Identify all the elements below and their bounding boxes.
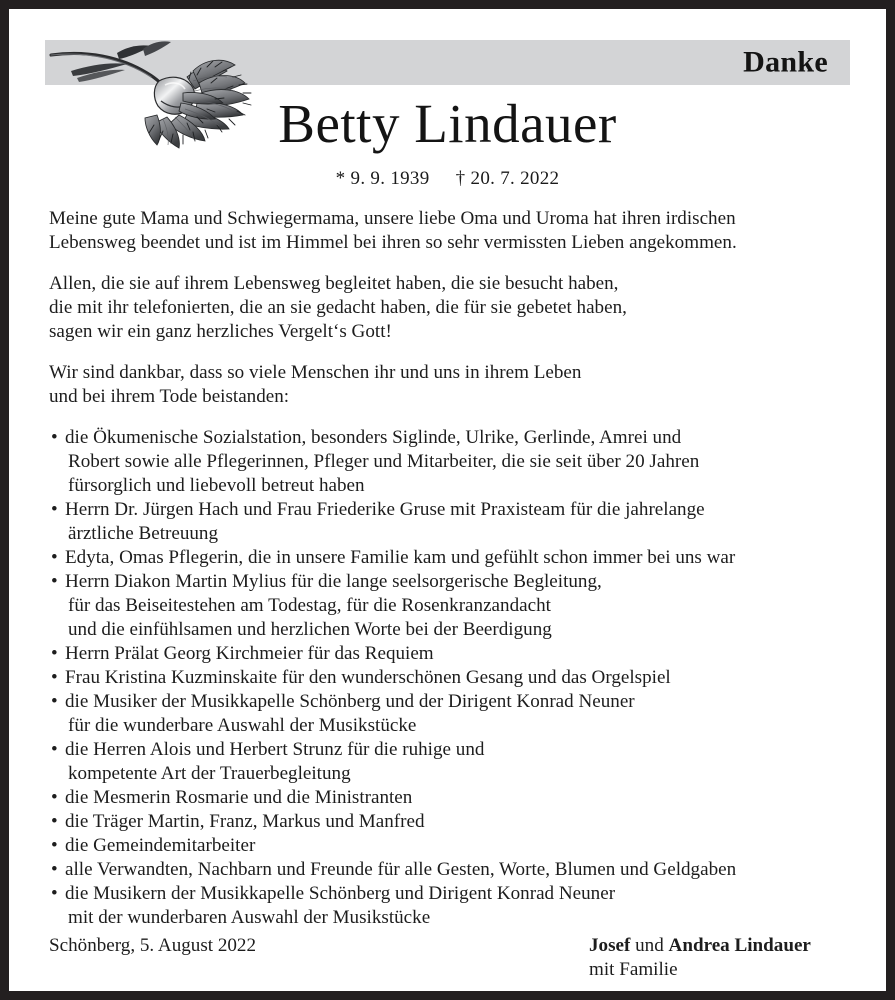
header-band — [45, 40, 850, 85]
paragraph-intro — [49, 207, 856, 255]
text-line: Frau Kristina Kuzminskaite für den wunderschönen Gesang und das Orgelspiel — [65, 667, 671, 688]
survivors-signature — [589, 934, 811, 982]
bullet-icon: • — [51, 835, 58, 856]
text-line: die mit ihr telefonierten, die an sie gedacht haben, die für sie gebetet haben, — [49, 297, 627, 318]
text-line: und bei ihrem Tode beistanden: — [49, 386, 290, 407]
bullet-icon: • — [51, 547, 58, 568]
memorial-notice-page — [9, 9, 886, 991]
bullet-icon: • — [51, 859, 58, 880]
text-line: die Träger Martin, Franz, Markus und Manfred — [65, 811, 425, 832]
list-item — [49, 834, 856, 858]
list-item — [49, 642, 856, 666]
list-item — [49, 690, 856, 738]
danke-heading: Danke — [743, 44, 828, 78]
text-line: sagen wir ein ganz herzliches Vergelt‘s Gott! — [49, 321, 392, 342]
death-date: 20. 7. 2022 — [470, 168, 560, 189]
list-item — [49, 546, 856, 570]
text-line: die Musiker der Musikkapelle Schönberg und der Dirigent Konrad Neuner — [65, 691, 635, 712]
text-line: Herrn Dr. Jürgen Hach und Frau Friederike Gruse mit Praxisteam für die jahrelange — [65, 499, 705, 520]
text-line: mit der wunderbaren Auswahl der Musikstücke — [68, 907, 431, 928]
list-item — [49, 786, 856, 810]
list-item — [49, 666, 856, 690]
bullet-icon: • — [51, 883, 58, 904]
bullet-icon: • — [51, 667, 58, 688]
bullet-icon: • — [51, 427, 58, 448]
text-line: fürsorglich und liebevoll betreut haben — [68, 475, 365, 496]
bullet-icon: • — [51, 499, 58, 520]
text-line: die Ökumenische Sozialstation, besonders Siglinde, Ulrike, Gerlinde, Amrei und — [65, 427, 682, 448]
text-line: die Gemeindemitarbeiter — [65, 835, 256, 856]
text-line: Herrn Prälat Georg Kirchmeier für das Requiem — [65, 643, 434, 664]
birth-symbol: * — [335, 168, 346, 189]
text-line: kompetente Art der Trauerbegleitung — [68, 763, 351, 784]
text-line: alle Verwandten, Nachbarn und Freunde für alle Gesten, Worte, Blumen und Geldgaben — [65, 859, 737, 880]
text-line: ärztliche Betreuung — [68, 523, 219, 544]
text-line: für das Beiseitestehen am Todestag, für die Rosenkranzandacht — [68, 595, 551, 616]
text-line: für die wunderbare Auswahl der Musikstücke — [68, 715, 417, 736]
bullet-icon: • — [51, 739, 58, 760]
text-line: Lebensweg beendet und ist im Himmel bei ihren so sehr vermissten Lieben angekommen. — [49, 232, 737, 253]
list-item — [49, 570, 856, 642]
place-and-date: Schönberg, 5. August 2022 — [49, 935, 257, 956]
text-line: die Herren Alois und Herbert Strunz für die ruhige und — [65, 739, 485, 760]
bullet-icon: • — [51, 691, 58, 712]
text-line: Wir sind dankbar, dass so viele Menschen ihr und uns in ihrem Leben — [49, 362, 582, 383]
text-line: und die einfühlsamen und herzlichen Worte bei der Beerdigung — [68, 619, 552, 640]
bullet-icon: • — [51, 571, 58, 592]
text-line: Meine gute Mama und Schwiegermama, unsere liebe Oma und Uroma hat ihren irdischen — [49, 208, 736, 229]
text-line: Edyta, Omas Pflegerin, die in unsere Familie kam und gefühlt schon immer bei uns war — [65, 547, 736, 568]
family-line: mit Familie — [589, 959, 678, 980]
text-line: die Musikern der Musikkapelle Schönberg und Dirigent Konrad Neuner — [65, 883, 616, 904]
birth-date: 9. 9. 1939 — [350, 168, 430, 189]
bullet-icon: • — [51, 787, 58, 808]
list-item — [49, 498, 856, 546]
notice-footer — [49, 934, 856, 994]
bullet-icon: • — [51, 643, 58, 664]
list-item — [49, 810, 856, 834]
life-dates — [9, 168, 886, 190]
paragraph-allen — [49, 272, 856, 344]
page-title: Betty Lindauer — [278, 93, 617, 154]
list-item — [49, 738, 856, 786]
thanks-list — [49, 426, 856, 930]
text-line: die Mesmerin Rosmarie und die Ministranten — [65, 787, 413, 808]
survivor-names — [589, 934, 811, 958]
text-line: Allen, die sie auf ihrem Lebensweg begleitet haben, die sie besucht haben, — [49, 273, 619, 294]
death-symbol: † — [455, 168, 466, 189]
notice-body — [49, 207, 856, 930]
survivor-conjunction: und — [630, 935, 669, 956]
list-item — [49, 882, 856, 930]
text-line: Robert sowie alle Pflegerinnen, Pfleger und Mitarbeiter, die sie seit über 20 Jahren — [68, 451, 700, 472]
bullet-icon: • — [51, 811, 58, 832]
text-line: Herrn Diakon Martin Mylius für die lange seelsorgerische Begleitung, — [65, 571, 602, 592]
survivor-first-name: Josef — [589, 935, 631, 956]
survivor-second-name: Andrea Lindauer — [668, 935, 811, 956]
list-item — [49, 858, 856, 882]
paragraph-dankbar — [49, 361, 856, 409]
list-item — [49, 426, 856, 498]
